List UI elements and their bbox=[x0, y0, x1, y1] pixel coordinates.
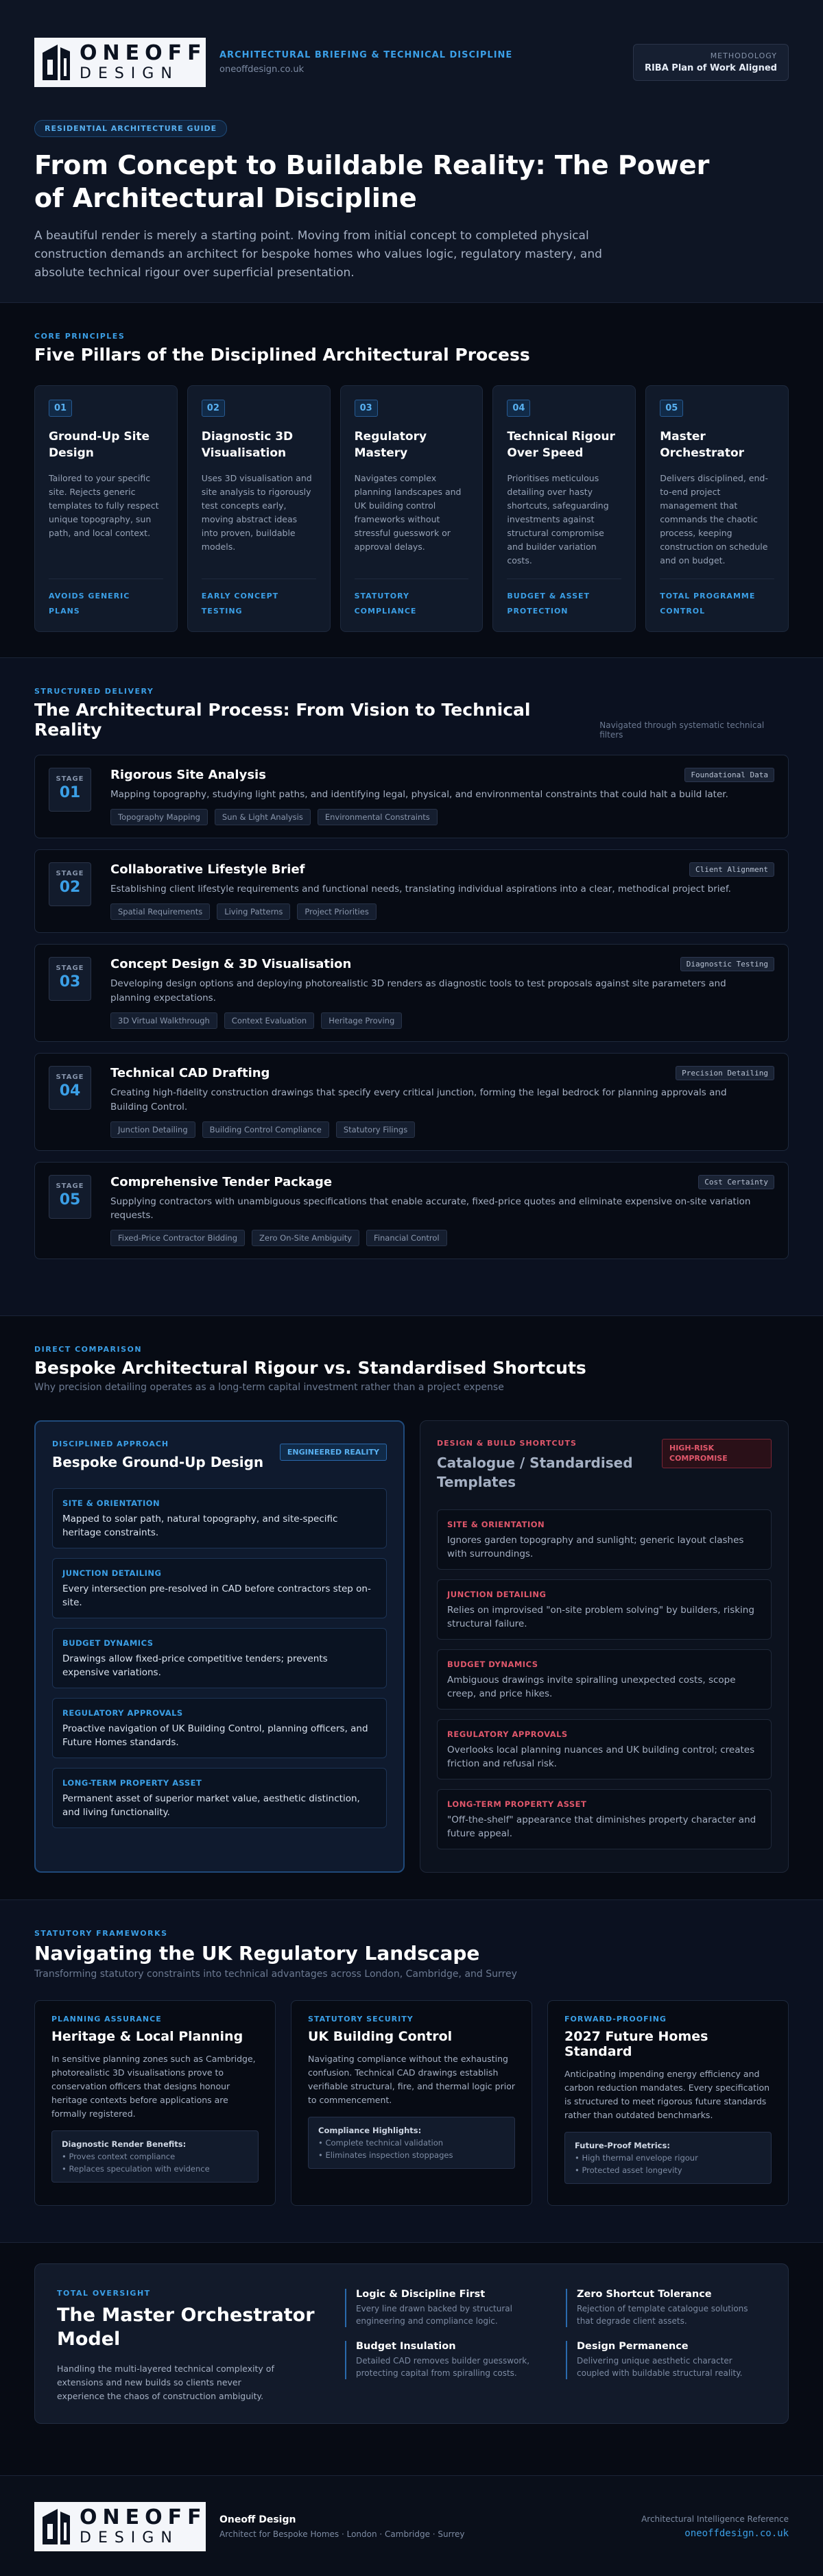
overview-desc: Handling the multi-layered technical complexity of extensions and new builds so clients never experience the chaos of construction ambiguity. bbox=[57, 2364, 274, 2402]
stage-chip: Statutory Filings bbox=[336, 1121, 415, 1138]
card-title: Heritage & Local Planning bbox=[51, 2029, 243, 2044]
stage-number: 01 bbox=[59, 784, 81, 801]
stage-chip: Living Patterns bbox=[217, 903, 290, 920]
pillar-desc: Navigates complex planning landscapes and UK building control frameworks without stressful guesswork or approval delays. bbox=[354, 472, 462, 552]
overview-item-title: Design Permanence bbox=[577, 2341, 689, 2352]
comparison-item bbox=[52, 1558, 387, 1618]
pillar-title: Ground-Up Site Design bbox=[49, 430, 150, 460]
logo-text-line2: DESIGN bbox=[80, 65, 179, 82]
stage-chip: Junction Detailing bbox=[110, 1121, 195, 1138]
item-text: Proactive navigation of UK Building Control, planning officers, and Future Homes standards. bbox=[62, 1723, 368, 1749]
column-title: Bespoke Ground-Up Design bbox=[52, 1454, 264, 1470]
item-text: Overlooks local planning nuances and UK building control; creates friction and refusal risk. bbox=[447, 1745, 755, 1770]
stage-chip: Context Evaluation bbox=[224, 1012, 314, 1029]
stage-card bbox=[34, 944, 789, 1042]
highlight-item: • Protected asset longevity bbox=[575, 2165, 682, 2175]
pillar-number: 02 bbox=[202, 400, 225, 417]
stage-desc: Mapping topography, studying light paths, and identifying legal, physical, and environmental constraints that could halt a build later. bbox=[110, 789, 728, 800]
stage-chip: Building Control Compliance bbox=[202, 1121, 329, 1138]
comparison-item bbox=[437, 1509, 772, 1570]
pillar-desc: Uses 3D visualisation and site analysis to rigorously test concepts early, moving abstract ideas into proven, buildable models. bbox=[201, 472, 312, 552]
item-text: "Off-the-shelf" appearance that diminishes property character and future appeal. bbox=[447, 1814, 756, 1840]
card-title: UK Building Control bbox=[308, 2029, 453, 2044]
card-title: 2027 Future Homes Standard bbox=[564, 2029, 708, 2059]
section-title: Bespoke Architectural Rigour vs. Standardised Shortcuts bbox=[34, 1358, 586, 1378]
pillar-number: 04 bbox=[507, 400, 530, 417]
section-title: Navigating the UK Regulatory Landscape bbox=[34, 1942, 480, 1965]
item-text: Permanent asset of superior market value, aesthetic distinction, and living functionality. bbox=[62, 1793, 360, 1819]
pillar-footer: BUDGET & ASSET PROTECTION bbox=[507, 579, 621, 619]
pillar-card bbox=[340, 385, 484, 632]
stage-title: Concept Design & 3D Visualisation bbox=[110, 956, 352, 971]
comparison-item bbox=[52, 1698, 387, 1758]
stage-desc: Creating high-fidelity construction drawings that specify every critical junction, forming the legal bedrock for planning approvals and Building Control. bbox=[110, 1086, 727, 1113]
card-desc: Navigating compliance without the exhausting confusion. Technical CAD drawings establish verifiable structural, fire, and thermal logic prior to commencement. bbox=[308, 2054, 515, 2105]
item-heading: JUNCTION DETAILING bbox=[62, 1568, 162, 1578]
stage-chip: 3D Virtual Walkthrough bbox=[110, 1012, 217, 1029]
column-eyebrow: DESIGN & BUILD SHORTCUTS bbox=[437, 1439, 577, 1448]
highlight-item: • Replaces speculation with evidence bbox=[62, 2164, 210, 2174]
stage-number: 05 bbox=[59, 1191, 81, 1208]
highlight-item: • Complete technical validation bbox=[318, 2138, 444, 2148]
highlight-item: • Eliminates inspection stoppages bbox=[318, 2150, 453, 2160]
pillar-desc: Prioritises meticulous detailing over hasty shortcuts, safeguarding investments against structural compromise and builder variation costs. bbox=[507, 472, 609, 566]
stage-label: STAGE bbox=[56, 1182, 84, 1190]
comparison-item bbox=[52, 1768, 387, 1828]
page-subtitle: A beautiful render is merely a starting point. Moving from initial concept to completed physical construction demands an architect for bespoke homes who values logic, regulatory mastery, and absolute technical rigour over superficial presentation. bbox=[34, 229, 602, 280]
guide-tag: RESIDENTIAL ARCHITECTURE GUIDE bbox=[34, 120, 227, 137]
stage-chip: Topography Mapping bbox=[110, 809, 208, 825]
pillar-title: Technical Rigour Over Speed bbox=[507, 430, 615, 460]
card-eyebrow: PLANNING ASSURANCE bbox=[51, 2015, 162, 2024]
process-note: Navigated through systematic technical filters bbox=[599, 720, 765, 740]
item-text: Ambiguous drawings invite spiralling unexpected costs, scope creep, and price hikes. bbox=[447, 1675, 736, 1700]
pillar-card bbox=[645, 385, 789, 632]
stage-title: Collaborative Lifestyle Brief bbox=[110, 862, 305, 877]
highlight-item: • High thermal envelope rigour bbox=[575, 2153, 698, 2163]
comparison-item bbox=[437, 1719, 772, 1779]
brand-tagline: ARCHITECTURAL BRIEFING & TECHNICAL DISCIPLINE bbox=[219, 50, 513, 60]
item-heading: BUDGET DYNAMICS bbox=[62, 1638, 154, 1648]
highlights-heading: Future-Proof Metrics: bbox=[575, 2141, 670, 2150]
pillars-section bbox=[0, 303, 823, 658]
section-title: The Architectural Process: From Vision to Technical Reality bbox=[34, 700, 531, 740]
pillar-desc: Tailored to your specific site. Rejects generic templates to fully respect unique topography, sun path, and local context. bbox=[49, 472, 159, 538]
stage-label: STAGE bbox=[56, 869, 84, 877]
stage-chip: Environmental Constraints bbox=[318, 809, 438, 825]
section-title: Five Pillars of the Disciplined Architectural Process bbox=[34, 345, 530, 365]
pillar-card bbox=[492, 385, 636, 632]
logo-text-line2: DESIGN bbox=[80, 2529, 179, 2547]
brand-site-link[interactable]: oneoffdesign.co.uk bbox=[219, 64, 305, 75]
pillar-desc: Delivers disciplined, end-to-end project management that commands the chaotic process, keeping construction on schedule and on budget. bbox=[660, 472, 768, 566]
stage-badge: Cost Certainty bbox=[698, 1175, 774, 1189]
stage-badge: Client Alignment bbox=[689, 862, 774, 877]
card-highlights bbox=[308, 2117, 515, 2169]
section-eyebrow: STATUTORY FRAMEWORKS bbox=[34, 1929, 168, 1938]
stage-chip: Spatial Requirements bbox=[110, 903, 210, 920]
overview-item bbox=[566, 2341, 766, 2379]
column-badge: HIGH-RISK COMPROMISE bbox=[662, 1439, 772, 1468]
item-heading: SITE & ORIENTATION bbox=[447, 1520, 545, 1529]
item-heading: JUNCTION DETAILING bbox=[447, 1590, 547, 1599]
item-text: Drawings allow fixed-price competitive tenders; prevents expensive variations. bbox=[62, 1653, 328, 1679]
stage-badge: Precision Detailing bbox=[676, 1066, 774, 1080]
stage-chip: Financial Control bbox=[366, 1230, 447, 1246]
highlight-item: • Proves context compliance bbox=[62, 2152, 176, 2161]
section-subtitle: Transforming statutory constraints into technical advantages across London, Cambridge, and Surrey bbox=[34, 1969, 517, 1980]
comparison-item bbox=[437, 1649, 772, 1710]
stage-badge: Diagnostic Testing bbox=[680, 957, 774, 971]
stage-number: 02 bbox=[59, 878, 81, 896]
item-heading: SITE & ORIENTATION bbox=[62, 1498, 160, 1508]
footer-company-desc: Architect for Bespoke Homes · London · Cambridge · Surrey bbox=[219, 2529, 465, 2539]
header bbox=[0, 0, 823, 303]
stage-badge: Foundational Data bbox=[684, 768, 774, 782]
pillar-title: Diagnostic 3D Visualisation bbox=[201, 430, 294, 460]
card-highlights bbox=[564, 2132, 772, 2184]
card-desc: In sensitive planning zones such as Cambridge, photorealistic 3D visualisations prove to conservation officers that designs honour heritage contexts before applications are formally registered. bbox=[51, 2054, 256, 2119]
stage-card bbox=[34, 1162, 789, 1260]
stage-title: Technical CAD Drafting bbox=[110, 1065, 270, 1080]
comparison-item bbox=[52, 1488, 387, 1548]
stage-chip: Zero On-Site Ambiguity bbox=[252, 1230, 359, 1246]
pillar-footer: TOTAL PROGRAMME CONTROL bbox=[660, 579, 774, 619]
section-subtitle: Why precision detailing operates as a long-term capital investment rather than a project expense bbox=[34, 1382, 504, 1393]
logo-mark-icon bbox=[40, 42, 73, 83]
brand bbox=[34, 38, 512, 87]
overview-item bbox=[566, 2289, 766, 2327]
pillar-number: 01 bbox=[49, 400, 72, 417]
stage-desc: Supplying contractors with unambiguous specifications that enable accurate, fixed-price quotes and eliminate expensive on-site variation requests. bbox=[110, 1195, 751, 1222]
highlights-heading: Compliance Highlights: bbox=[318, 2126, 422, 2135]
pillar-footer: STATUTORY COMPLIANCE bbox=[355, 579, 469, 619]
item-text: Ignores garden topography and sunlight; generic layout clashes with surroundings. bbox=[447, 1535, 744, 1560]
footer-site-link[interactable]: oneoffdesign.co.uk bbox=[684, 2528, 789, 2539]
stage-number: 03 bbox=[59, 973, 81, 991]
pillar-card bbox=[34, 385, 178, 632]
stage-title: Rigorous Site Analysis bbox=[110, 768, 266, 782]
column-title: Catalogue / Standardised Templates bbox=[437, 1455, 633, 1490]
logo-text-line1: ONEOFF bbox=[80, 2505, 207, 2529]
highlights-heading: Diagnostic Render Benefits: bbox=[62, 2139, 187, 2149]
item-heading: REGULATORY APPROVALS bbox=[447, 1729, 568, 1739]
stage-chip: Sun & Light Analysis bbox=[215, 809, 311, 825]
methodology-badge bbox=[633, 44, 789, 81]
pillar-number: 03 bbox=[355, 400, 378, 417]
bespoke-column bbox=[34, 1420, 405, 1873]
overview-item-desc: Delivering unique aesthetic character coupled with buildable structural reality. bbox=[577, 2356, 743, 2378]
section-eyebrow: DIRECT COMPARISON bbox=[34, 1345, 143, 1354]
stage-label: STAGE bbox=[56, 1073, 84, 1081]
column-eyebrow: DISCIPLINED APPROACH bbox=[52, 1439, 169, 1448]
stage-chip: Project Priorities bbox=[297, 903, 376, 920]
overview-section bbox=[0, 2243, 823, 2476]
pillar-card bbox=[187, 385, 331, 632]
card-eyebrow: FORWARD-PROOFING bbox=[564, 2015, 667, 2024]
column-badge: ENGINEERED REALITY bbox=[280, 1444, 387, 1461]
item-text: Every intersection pre-resolved in CAD before contractors step on-site. bbox=[62, 1583, 371, 1609]
pillar-title: Master Orchestrator bbox=[660, 430, 745, 460]
overview-item-title: Budget Insulation bbox=[356, 2341, 456, 2352]
regulatory-section bbox=[0, 1900, 823, 2243]
footer-logo[interactable] bbox=[34, 2502, 206, 2551]
stage-chip: Fixed-Price Contractor Bidding bbox=[110, 1230, 245, 1246]
regulatory-card bbox=[547, 2000, 789, 2206]
section-eyebrow: CORE PRINCIPLES bbox=[34, 332, 126, 341]
overview-item bbox=[345, 2341, 545, 2379]
footer bbox=[0, 2476, 823, 2576]
template-column bbox=[420, 1420, 789, 1873]
comparison-section bbox=[0, 1316, 823, 1900]
overview-item-title: Logic & Discipline First bbox=[356, 2289, 486, 2300]
overview-item bbox=[345, 2289, 545, 2327]
overview-item-desc: Rejection of template catalogue solutions that degrade client assets. bbox=[577, 2304, 748, 2326]
pillar-number: 05 bbox=[660, 400, 683, 417]
overview-title: The Master Orchestrator Model bbox=[57, 2305, 315, 2350]
item-heading: LONG-TERM PROPERTY ASSET bbox=[62, 1778, 202, 1788]
card-highlights bbox=[51, 2130, 259, 2183]
item-text: Relies on improvised "on-site problem solving" by builders, risking structural failure. bbox=[447, 1605, 754, 1630]
page-title: From Concept to Buildable Reality: The Power of Architectural Discipline bbox=[34, 150, 710, 213]
card-eyebrow: STATUTORY SECURITY bbox=[308, 2015, 414, 2024]
pillar-title: Regulatory Mastery bbox=[354, 430, 427, 460]
pillar-footer: AVOIDS GENERIC PLANS bbox=[49, 579, 163, 619]
stage-card bbox=[34, 1053, 789, 1151]
logo-text-line1: ONEOFF bbox=[80, 41, 207, 65]
methodology-value: RIBA Plan of Work Aligned bbox=[644, 63, 777, 73]
section-eyebrow: STRUCTURED DELIVERY bbox=[34, 687, 154, 696]
regulatory-card bbox=[291, 2000, 532, 2206]
stage-desc: Developing design options and deploying photorealistic 3D renders as diagnostic tools to test proposals against site parameters and planning expectations. bbox=[110, 977, 726, 1004]
overview-card bbox=[34, 2263, 789, 2424]
footer-company-name: Oneoff Design bbox=[219, 2514, 296, 2525]
footer-reference: Architectural Intelligence Reference bbox=[641, 2514, 789, 2524]
overview-item-title: Zero Shortcut Tolerance bbox=[577, 2289, 712, 2300]
comparison-item bbox=[52, 1628, 387, 1688]
overview-eyebrow: TOTAL OVERSIGHT bbox=[57, 2289, 151, 2298]
pillar-footer: EARLY CONCEPT TESTING bbox=[202, 579, 316, 619]
stage-card bbox=[34, 755, 789, 838]
stage-desc: Establishing client lifestyle requirements and functional needs, translating individual aspirations into a clear, methodical project brief. bbox=[110, 883, 731, 895]
stage-title: Comprehensive Tender Package bbox=[110, 1174, 333, 1189]
comparison-item bbox=[437, 1579, 772, 1640]
stage-number: 04 bbox=[59, 1082, 81, 1099]
item-heading: REGULATORY APPROVALS bbox=[62, 1708, 183, 1718]
regulatory-card bbox=[34, 2000, 276, 2206]
logo[interactable] bbox=[34, 38, 206, 87]
process-section bbox=[0, 658, 823, 1316]
card-desc: Anticipating impending energy efficiency and carbon reduction mandates. Every specification is structured to meet rigorous future standards rather than outdated benchmarks. bbox=[564, 2069, 770, 2120]
stage-label: STAGE bbox=[56, 775, 84, 783]
stage-card bbox=[34, 849, 789, 933]
comparison-item bbox=[437, 1789, 772, 1849]
methodology-label: METHODOLOGY bbox=[710, 51, 777, 60]
stage-label: STAGE bbox=[56, 964, 84, 972]
overview-item-desc: Detailed CAD removes builder guesswork, protecting capital from spiralling costs. bbox=[356, 2356, 530, 2378]
item-text: Mapped to solar path, natural topography, and site-specific heritage constraints. bbox=[62, 1514, 338, 1539]
overview-item-desc: Every line drawn backed by structural engineering and compliance logic. bbox=[356, 2304, 512, 2326]
item-heading: LONG-TERM PROPERTY ASSET bbox=[447, 1799, 587, 1809]
logo-mark-icon bbox=[40, 2506, 73, 2547]
item-heading: BUDGET DYNAMICS bbox=[447, 1660, 538, 1669]
stage-chip: Heritage Proving bbox=[321, 1012, 402, 1029]
